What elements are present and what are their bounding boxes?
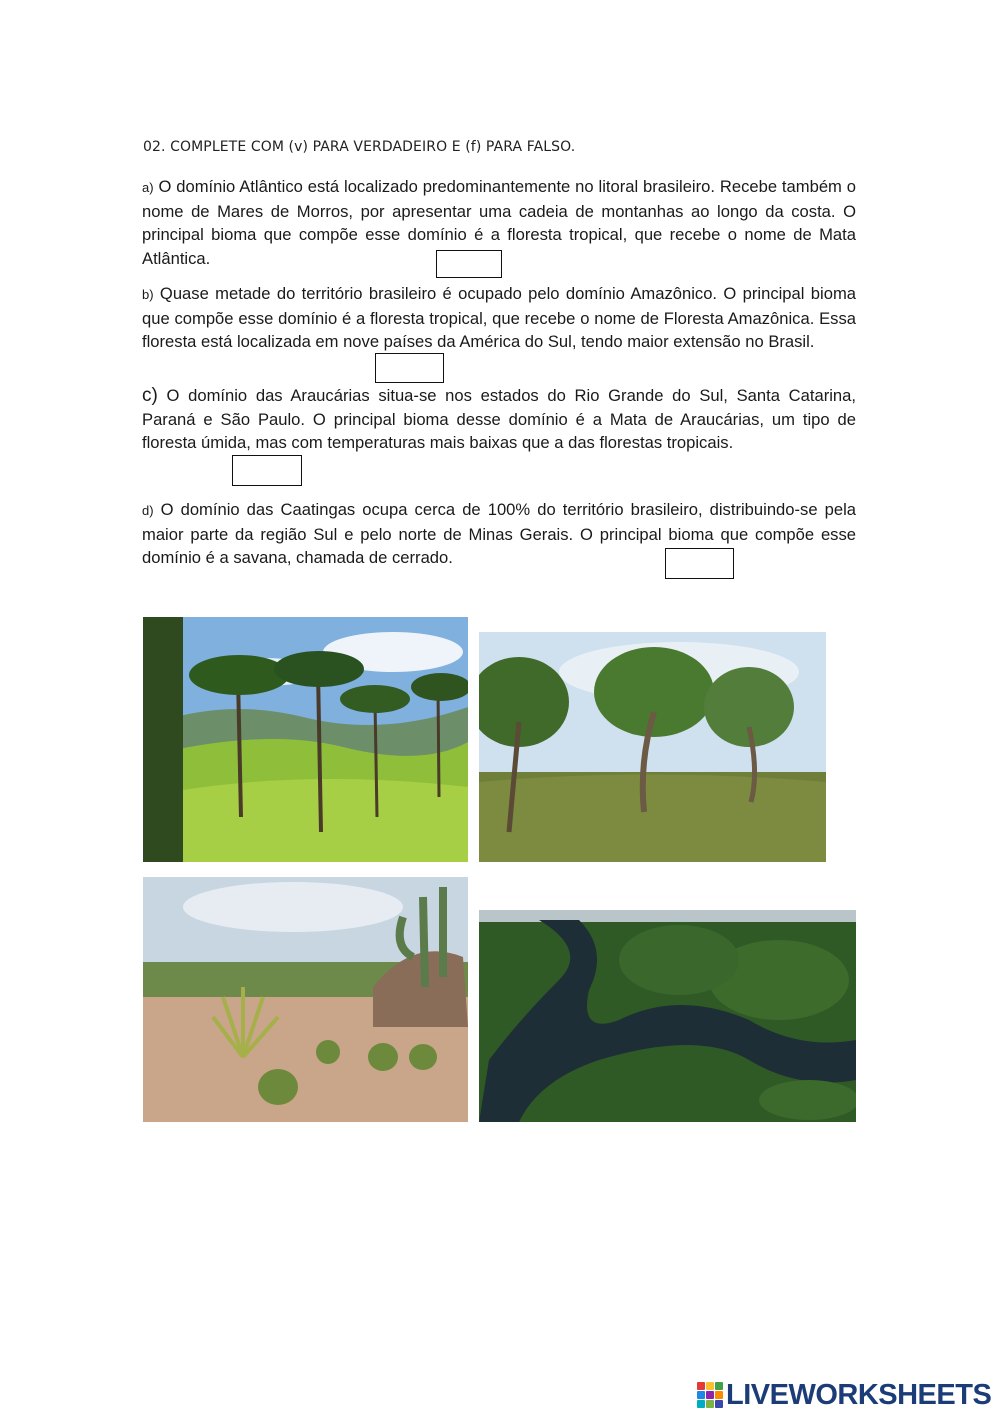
logo-tile — [706, 1400, 714, 1408]
caatinga-cactus-photo — [143, 877, 468, 1122]
logo-tiles-icon — [697, 1382, 723, 1408]
exercise-title: 02. COMPLETE COM (v) PARA VERDADEIRO E (f) PARA FALSO. — [143, 139, 576, 155]
logo-tile — [706, 1391, 714, 1399]
question-b-label: b) — [142, 287, 154, 302]
question-a-text: O domínio Atlântico está localizado predominantemente no litoral brasileiro. Recebe também o nome de Mares de Morros, por apresentar uma cadeia de montanhas ao longo da costa. O principal bioma que compõe esse domínio é a floresta tropical, que recebe o nome de Mata Atlântica. — [142, 177, 856, 268]
logo-tile — [706, 1382, 714, 1390]
logo-tile — [697, 1400, 705, 1408]
logo-tile — [715, 1391, 723, 1399]
question-d-text: O domínio das Caatingas ocupa cerca de 100% do território brasileiro, distribuindo-se pela maior parte da região Sul e pelo norte de Minas Gerais. O principal bioma que compõe esse domínio é a savana, chamada de cerrado. — [142, 500, 856, 567]
logo-tile — [715, 1382, 723, 1390]
logo-tile — [715, 1400, 723, 1408]
logo-tile — [697, 1382, 705, 1390]
question-d — [142, 498, 856, 570]
amazon-river-aerial-photo — [479, 910, 856, 1122]
question-c-label: c) — [142, 385, 158, 406]
question-a-label: a) — [142, 180, 154, 195]
logo-text: LIVEWORKSHEETS — [726, 1378, 992, 1411]
araucaria-forest-photo — [143, 617, 468, 862]
answer-box-c[interactable] — [232, 455, 302, 486]
answer-box-b[interactable] — [375, 353, 444, 383]
question-c-text: O domínio das Araucárias situa-se nos estados do Rio Grande do Sul, Santa Catarina, Paraná e São Paulo. O principal bioma desse domínio é a Mata de Araucárias, um tipo de floresta úmida, mas com temperaturas mais baixas que a das florestas tropicais. — [142, 386, 856, 452]
question-c — [142, 384, 856, 455]
answer-box-d[interactable] — [665, 548, 734, 579]
question-d-label: d) — [142, 503, 154, 518]
logo-tile — [697, 1391, 705, 1399]
question-b — [142, 282, 856, 354]
question-b-text: Quase metade do território brasileiro é ocupado pelo domínio Amazônico. O principal bioma que compõe esse domínio é a floresta tropical, que recebe o nome de Floresta Amazônica. Essa floresta está localizada em nove países da América do Sul, tendo maior extensão no Brasil. — [142, 284, 856, 351]
answer-box-a[interactable] — [436, 250, 502, 278]
liveworksheets-logo — [697, 1378, 991, 1412]
cerrado-savanna-photo — [479, 632, 826, 862]
